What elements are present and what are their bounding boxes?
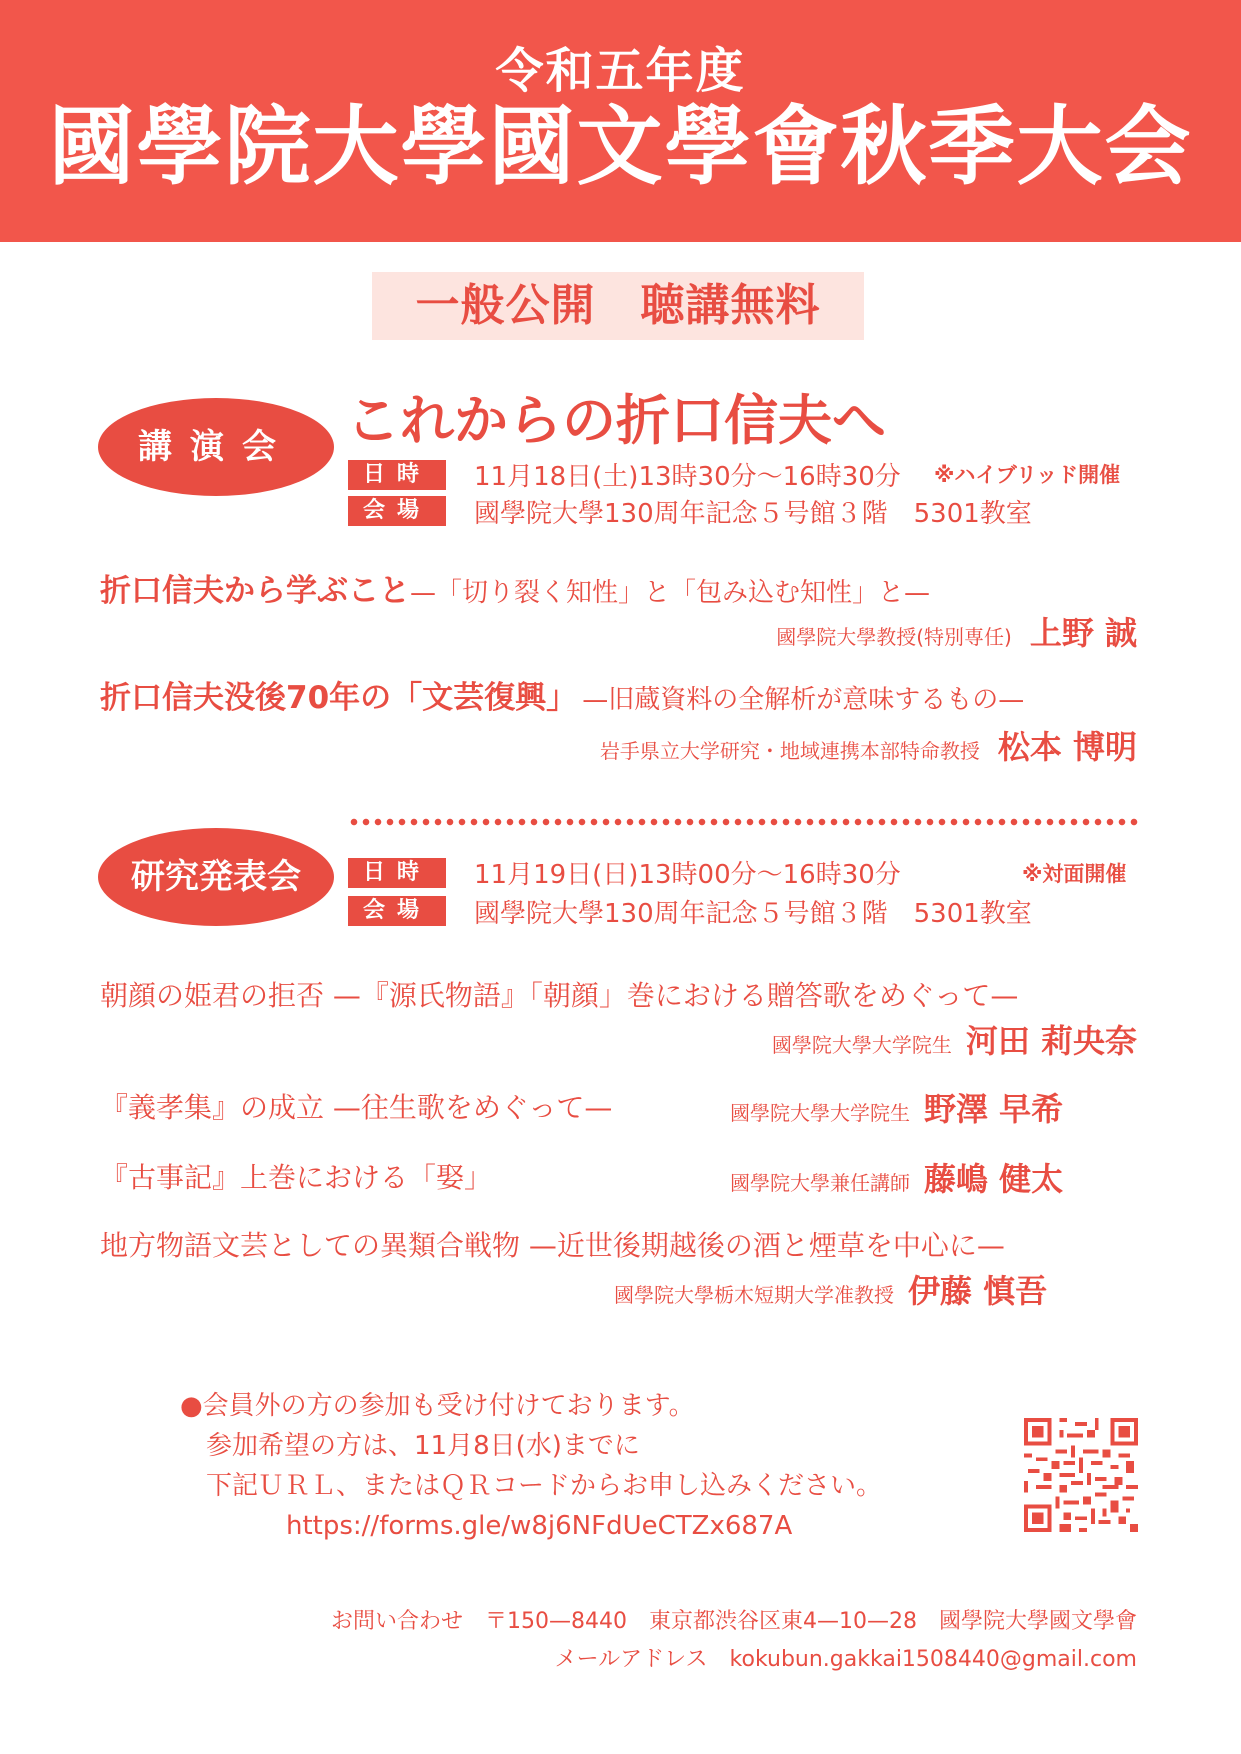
presentation-2-speaker-line: [730, 1084, 1063, 1130]
research-badge: 研究発表会: [98, 828, 334, 926]
talk-2: [100, 672, 1024, 717]
contact-email[interactable]: メールアドレス kokubun.gakkai1508440@gmail.com: [554, 1647, 1137, 1672]
page-title: 國學院大學國文學會秋季大会: [48, 97, 1193, 197]
presentation-1-title: 朝顔の姫君の拒否 —『源氏物語』「朝顔」巻における贈答歌をめぐって—: [100, 979, 1019, 1012]
notice-line-2: 参加希望の方は、11月8日(水)までに: [206, 1431, 640, 1461]
presentation-4-title: 地方物語文芸としての異類合戦物 —近世後期越後の酒と煙草を中心に—: [100, 1229, 1005, 1262]
lecture-date-tag: 日時: [348, 460, 446, 490]
talk-1-title: 折口信夫から学ぶこと: [100, 573, 410, 609]
presentation-3-speaker-line: [730, 1154, 1063, 1200]
presentation-3-affiliation: 國學院大學兼任講師: [730, 1171, 910, 1195]
header-year: 令和五年度: [495, 43, 746, 99]
presentation-3-title: 『古事記』上巻における「娶」: [100, 1161, 493, 1194]
presentation-2-affiliation: 國學院大學大学院生: [730, 1101, 910, 1125]
section-divider: [348, 818, 1138, 826]
presentation-1-speaker: 河田 莉央奈: [965, 1022, 1137, 1060]
talk-1-speaker-line: [776, 608, 1137, 654]
notice-line-3: 下記ＵＲＬ、またはＱＲコードからお申し込みください。: [206, 1471, 883, 1501]
talk-2-speaker-line: [600, 722, 1137, 768]
header-banner: [0, 0, 1241, 242]
registration-url-link[interactable]: https://forms.gle/w8j6NFdUeCTZx687A: [286, 1511, 793, 1541]
talk-2-affiliation: 岩手県立大学研究・地域連携本部特命教授: [599, 739, 980, 763]
presentation-1-affiliation: 國學院大學大学院生: [771, 1033, 952, 1057]
presentation-4-affiliation: 國學院大學栃木短期大学准教授: [614, 1283, 894, 1307]
lecture-badge: 講演会: [98, 398, 334, 496]
lecture-venue: 國學院大學130周年記念５号館３階 5301教室: [474, 499, 1032, 529]
research-venue: 國學院大學130周年記念５号館３階 5301教室: [474, 899, 1032, 929]
presentation-4-speaker: 伊藤 慎吾: [908, 1272, 1048, 1310]
presentation-4-speaker-line: [614, 1266, 1047, 1312]
presentation-2-speaker: 野澤 早希: [924, 1090, 1064, 1128]
talk-1: [100, 565, 930, 610]
lecture-mode-note: ※ハイブリッド開催: [934, 463, 1121, 487]
presentation-2-title: 『義孝集』の成立 —往生歌をめぐって—: [100, 1091, 613, 1124]
talk-2-subtitle: —旧蔵資料の全解析が意味するもの—: [582, 685, 1025, 715]
talk-1-affiliation: 國學院大學教授(特別専任): [776, 625, 1012, 649]
presentation-3-speaker: 藤嶋 健太: [924, 1160, 1064, 1198]
lecture-venue-tag: 会場: [348, 496, 446, 526]
research-date: 11月19日(日)13時00分〜16時30分: [474, 860, 901, 890]
talk-2-speaker: 松本 博明: [997, 728, 1137, 766]
research-date-tag: 日時: [348, 858, 446, 888]
contact-address: お問い合わせ 〒150—8440 東京都渋谷区東4—10—28 國學院大學國文學會: [331, 1609, 1137, 1634]
talk-1-subtitle: —「切り裂く知性」と「包み込む知性」と—: [410, 578, 931, 608]
lecture-date: 11月18日(土)13時30分〜16時30分: [474, 462, 901, 492]
qr-code-icon[interactable]: [1024, 1418, 1138, 1532]
public-admission-label: 一般公開 聴講無料: [372, 272, 864, 340]
notice-line-1: ●会員外の方の参加も受け付けております。: [180, 1391, 695, 1421]
lecture-title: これからの折口信夫へ: [346, 389, 886, 452]
talk-1-speaker: 上野 誠: [1029, 614, 1137, 652]
research-venue-tag: 会場: [348, 896, 446, 926]
presentation-1-speaker-line: [772, 1016, 1137, 1062]
research-mode-note: ※対面開催: [1022, 862, 1127, 886]
talk-2-title: 折口信夫没後70年の「文芸復興」: [100, 680, 578, 716]
